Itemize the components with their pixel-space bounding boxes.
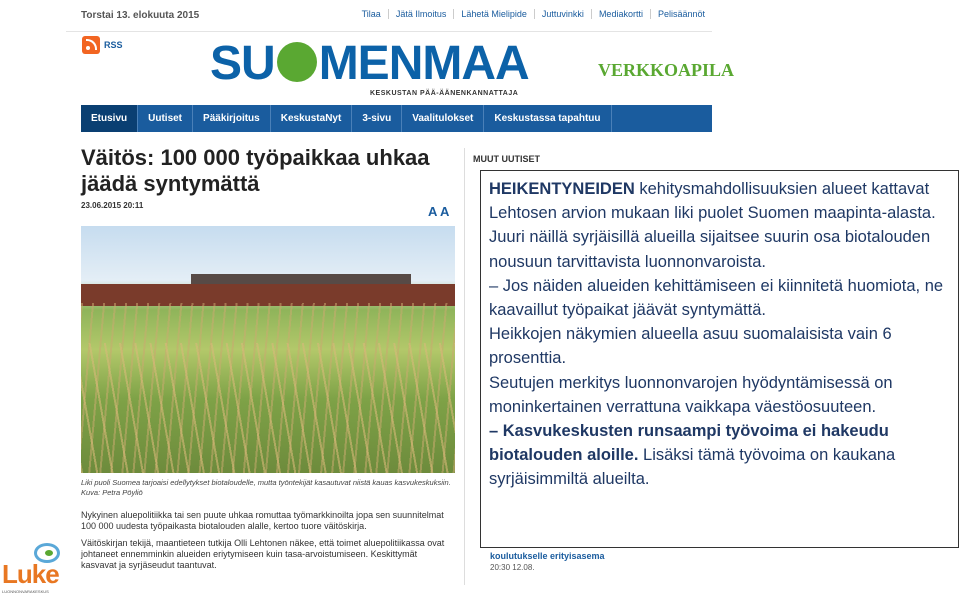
callout-line: Heikkojen näkymien alueella asuu suomalaisista vain 6 prosenttia. (489, 325, 892, 368)
article-paragraph: Nykyinen aluepolitiikka tai sen puute uhkaa romuttaa työmarkkinoilta jopa sen suunnitelmat 100 000 uudesta työpaikasta biotalouden alalle, kertoo tuore väitöskirja. (81, 510, 444, 531)
logo-tagline: KESKUSTAN PÄÄ-ÄÄNENKANNATTAJA (370, 90, 519, 97)
callout-lead-rest: kehitysmahdollisuuksien alueet kattavat Lehtosen arvion mukaan liki puolet Suomen maapinta-alasta. (489, 180, 936, 223)
callout-bold-quote: – Kasvukeskusten runsaampi työvoima ei hakeudu biotalouden aloille. (489, 422, 889, 465)
nav-keskustassa-tapahtuu[interactable]: Keskustassa tapahtuu (484, 105, 611, 132)
link-pelisaannot[interactable]: Pelisäännöt (650, 9, 712, 19)
nav-vaalitulokset[interactable]: Vaalitulokset (402, 105, 484, 132)
article-header (81, 145, 456, 210)
article-body (81, 510, 455, 577)
sidebar-title: MUUT UUTISET (473, 154, 540, 164)
luke-logo (2, 543, 66, 595)
luke-wordmark: Luke (2, 559, 59, 589)
link-tilaa[interactable]: Tilaa (361, 9, 381, 19)
callout-lead-bold: HEIKENTYNEIDEN (489, 180, 635, 198)
top-bar (66, 0, 712, 32)
callout-line: – Jos näiden alueiden kehittämiseen ei kiinnitetä huomiota, ne kaavaillut työpaikat jäävät syntymättä. (489, 276, 944, 320)
site-logo[interactable] (210, 36, 735, 100)
sidebar-news-time: 20:30 12.08. (490, 563, 535, 572)
photo-caption: Liki puoli Suomea tarjoaisi edellytykset biotaloudelle, mutta työntekijät kasautuvat niistä kauas kasvukeskuksiin. Kuva: Petra Pöyliö (81, 478, 451, 497)
nav-keskustanyt[interactable]: KeskustaNyt (271, 105, 353, 132)
top-links (355, 9, 712, 19)
sidebar-news-title: koulutukselle erityisasema (490, 551, 605, 561)
link-juttuvinkki[interactable]: Juttuvinkki (534, 9, 591, 19)
logo-wordmark: SU MENMAA (210, 37, 529, 90)
link-mediakortti[interactable]: Mediakortti (591, 9, 650, 19)
clover-icon (277, 42, 317, 82)
font-size-control[interactable]: A A (428, 204, 450, 219)
link-jata-ilmoitus[interactable]: Jätä Ilmoitus (388, 9, 454, 19)
callout-line (489, 177, 950, 225)
callout-quote-rest: Lisäksi tämä työvoima on kaukana syrjäisimmiltä alueilta. (489, 446, 896, 489)
article-photo (81, 226, 455, 473)
nav-etusivu[interactable]: Etusivu (81, 105, 138, 132)
nav-3-sivu[interactable]: 3-sivu (352, 105, 402, 132)
article-paragraph: Väitöskirjan tekijä, maantieteen tutkija Olli Lehtonen näkee, että toimet aluepolitiikassa ovat johtaneet ennemminkin alueiden eriytymiseen kuin tasa-arvoistumiseen. Keskittymät kasvavat ja syrjäseudut taantuvat. (81, 538, 445, 570)
top-date: Torstai 13. elokuuta 2015 (81, 10, 200, 21)
callout-line (489, 419, 950, 492)
nav-paakirjoitus[interactable]: Pääkirjoitus (193, 105, 271, 132)
rss-link[interactable] (82, 36, 123, 54)
article-title: Väitös: 100 000 työpaikkaa uhkaa jäädä syntymättä (81, 145, 430, 196)
callout-line: Seutujen merkitys luonnonvarojen hyödyntämisessä on moninkertainen verrattuna vaikkapa väestöosuuteen. (489, 373, 893, 416)
rss-icon (82, 36, 100, 54)
article-date: 23.06.2015 20:11 (81, 201, 144, 210)
main-nav (81, 105, 712, 132)
logo-subtitle: VERKKOAPILA (598, 60, 735, 80)
callout-line: Juuri näillä syrjäisillä alueilla sijaitsee suurin osa biotalouden nousuun tarvittavista luonnonvaroista. (489, 228, 931, 271)
nav-uutiset[interactable]: Uutiset (138, 105, 193, 132)
rss-label: RSS (104, 40, 123, 50)
link-laheta-mielipide[interactable]: Lähetä Mielipide (453, 9, 534, 19)
luke-subtitle: LUONNONVARAKESKUS (2, 589, 49, 594)
summary-callout (480, 170, 959, 548)
